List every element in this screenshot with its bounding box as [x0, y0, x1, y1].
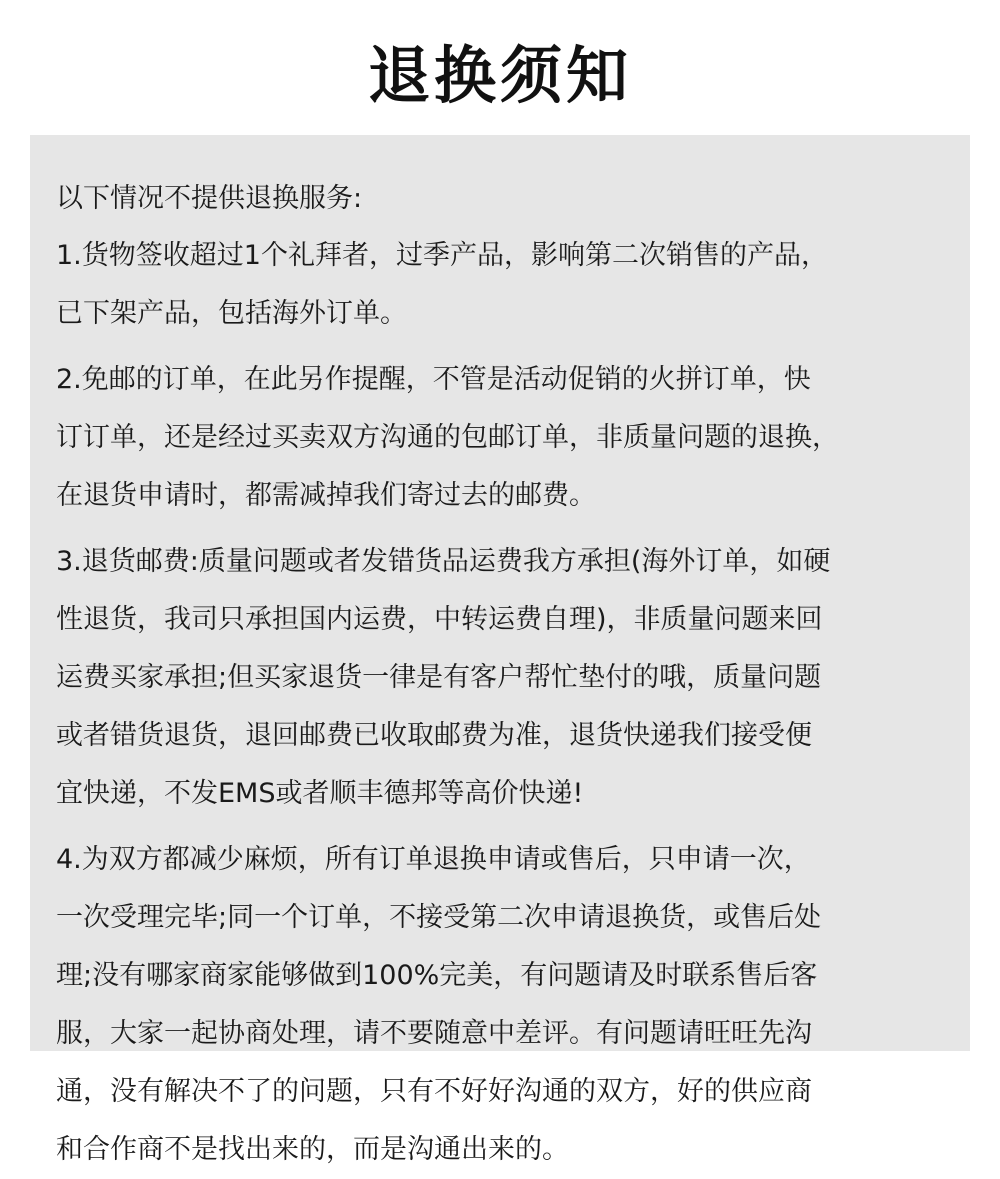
rule-line: 已下架产品，包括海外订单。	[56, 298, 407, 329]
rule-line: 4.为双方都减少麻烦，所有订单退换申请或售后，只申请一次，	[56, 844, 811, 875]
rule-item-1	[56, 227, 944, 343]
page-title: 退换须知	[367, 39, 632, 112]
rule-line: 宜快递，不发EMS或者顺丰德邦等高价快递!	[56, 778, 584, 809]
rule-line: 通，没有解决不了的问题，只有不好好沟通的双方，好的供应商	[56, 1076, 812, 1107]
rule-item-2	[56, 351, 944, 525]
rule-line: 性退货，我司只承担国内运费，中转运费自理)，非质量问题来回	[56, 604, 823, 635]
rule-line: 在退货申请时，都需减掉我们寄过去的邮费。	[56, 480, 596, 511]
rule-line: 或者错货退货，退回邮费已收取邮费为准，退货快递我们接受便	[56, 720, 812, 751]
rule-line: 订订单，还是经过买卖双方沟通的包邮订单，非质量问题的退换，	[56, 422, 839, 453]
rule-item-4	[56, 831, 944, 1179]
rule-line: 理;没有哪家商家能够做到100%完美，有问题请及时联系售后客	[56, 960, 818, 991]
rule-line: 1.货物签收超过1个礼拜者，过季产品，影响第二次销售的产品，	[56, 240, 828, 271]
intro-text: 以下情况不提供退换服务:	[56, 183, 363, 214]
rule-line: 运费买家承担;但买家退货一律是有客户帮忙垫付的哦，质量问题	[56, 662, 822, 693]
notice-panel	[30, 135, 970, 1165]
rule-line: 一次受理完毕;同一个订单，不接受第二次申请退换货，或售后处	[56, 902, 822, 933]
rule-item-3	[56, 533, 944, 823]
rule-line: 服，大家一起协商处理，请不要随意中差评。有问题请旺旺先沟	[56, 1018, 812, 1049]
rule-line: 2.免邮的订单，在此另作提醒，不管是活动促销的火拼订单，快	[56, 364, 811, 395]
rule-line: 3.退货邮费:质量问题或者发错货品运费我方承担(海外订单，如硬	[56, 546, 831, 577]
rule-line: 和合作商不是找出来的，而是沟通出来的。	[56, 1134, 569, 1165]
